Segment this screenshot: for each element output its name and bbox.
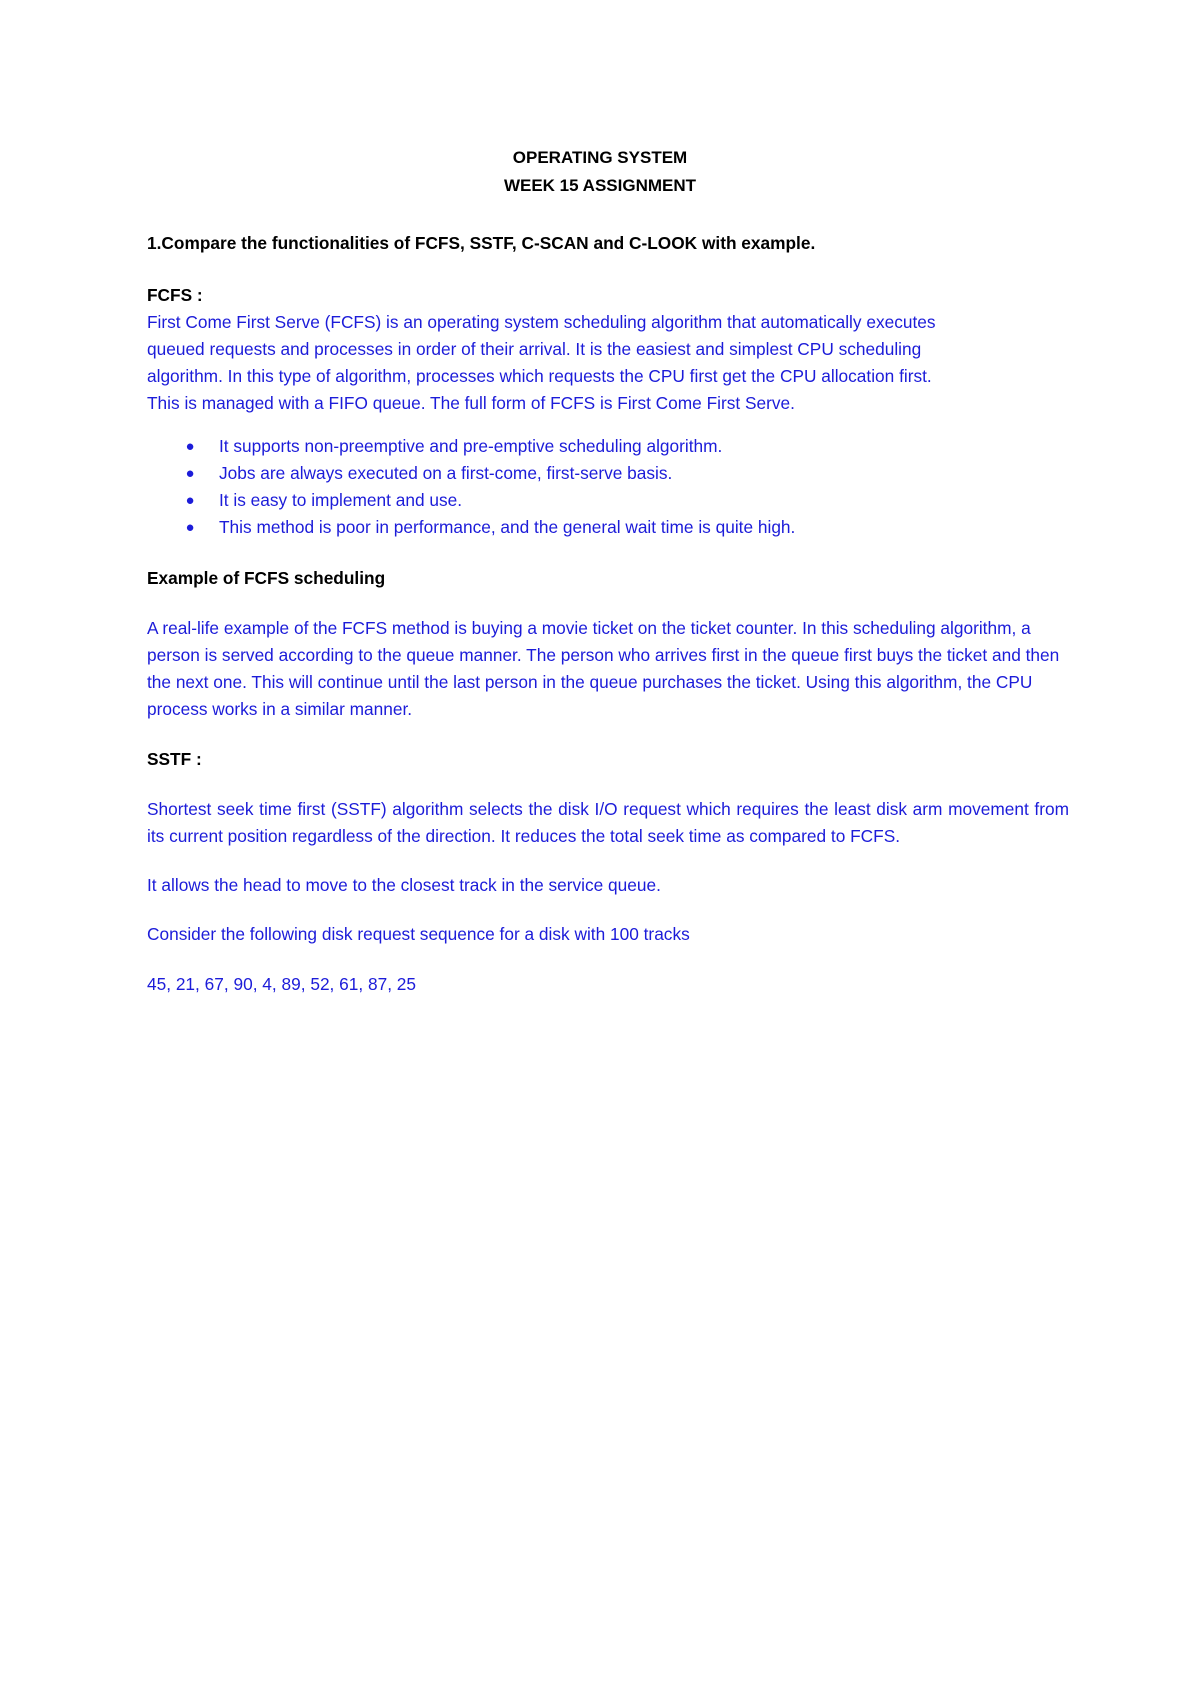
sstf-heading: SSTF : [147,749,202,769]
fcfs-intro-paragraph: First Come First Serve (FCFS) is an operating system scheduling algorithm that automatically executes queued requests and processes in order of their arrival. It is the easiest and simplest CPU scheduling algorithm. In this type of algorithm, processes which requests the CPU first get the CPU allocation first. This is managed with a FIFO queue. The full form of FCFS is First Come First Serve. [147,312,936,413]
sstf-request-sequence: 45, 21, 67, 90, 4, 89, 52, 61, 87, 25 [147,974,417,994]
list-item [147,433,1069,460]
bullet-text: This method is poor in performance, and the general wait time is quite high. [219,517,796,537]
bullet-icon: ● [185,438,195,455]
list-item [147,514,1069,541]
title-line-2: WEEK 15 ASSIGNMENT [503,176,697,195]
sstf-intro-paragraph: Shortest seek time first (SSTF) algorithm selects the disk I/O request which requires the least disk arm movement from its current position regardless of the direction. It reduces the total seek time as compared to FCFS. [147,799,1069,846]
fcfs-example-paragraph: A real-life example of the FCFS method is buying a movie ticket on the ticket counter. In this scheduling algorithm, a person is served according to the queue manner. The person who arrives first in the queue first buys the ticket and then the next one. This will continue until the last person in the queue purchases the ticket. Using this algorithm, the CPU process works in a similar manner. [147,618,1060,719]
fcfs-bullet-list [147,433,1069,541]
bullet-icon: ● [185,465,195,482]
bullet-text: It supports non-preemptive and pre-emptive scheduling algorithm. [219,436,723,456]
bullet-icon: ● [185,519,195,536]
fcfs-example-heading: Example of FCFS scheduling [147,568,386,588]
document-title [0,144,1200,200]
list-item [147,460,1069,487]
question-heading: 1.Compare the functionalities of FCFS, SSTF, C-SCAN and C-LOOK with example. [147,233,816,253]
title-line-1: OPERATING SYSTEM [512,148,688,167]
bullet-text: Jobs are always executed on a first-come, first-serve basis. [219,463,673,483]
sstf-disk-request-text: Consider the following disk request sequence for a disk with 100 tracks [147,924,690,944]
bullet-text: It is easy to implement and use. [219,490,463,510]
sstf-head-movement-text: It allows the head to move to the closest track in the service queue. [147,875,661,895]
bullet-icon: ● [185,492,195,509]
list-item [147,487,1069,514]
fcfs-heading: FCFS : [147,285,203,305]
document-body [147,230,1069,998]
